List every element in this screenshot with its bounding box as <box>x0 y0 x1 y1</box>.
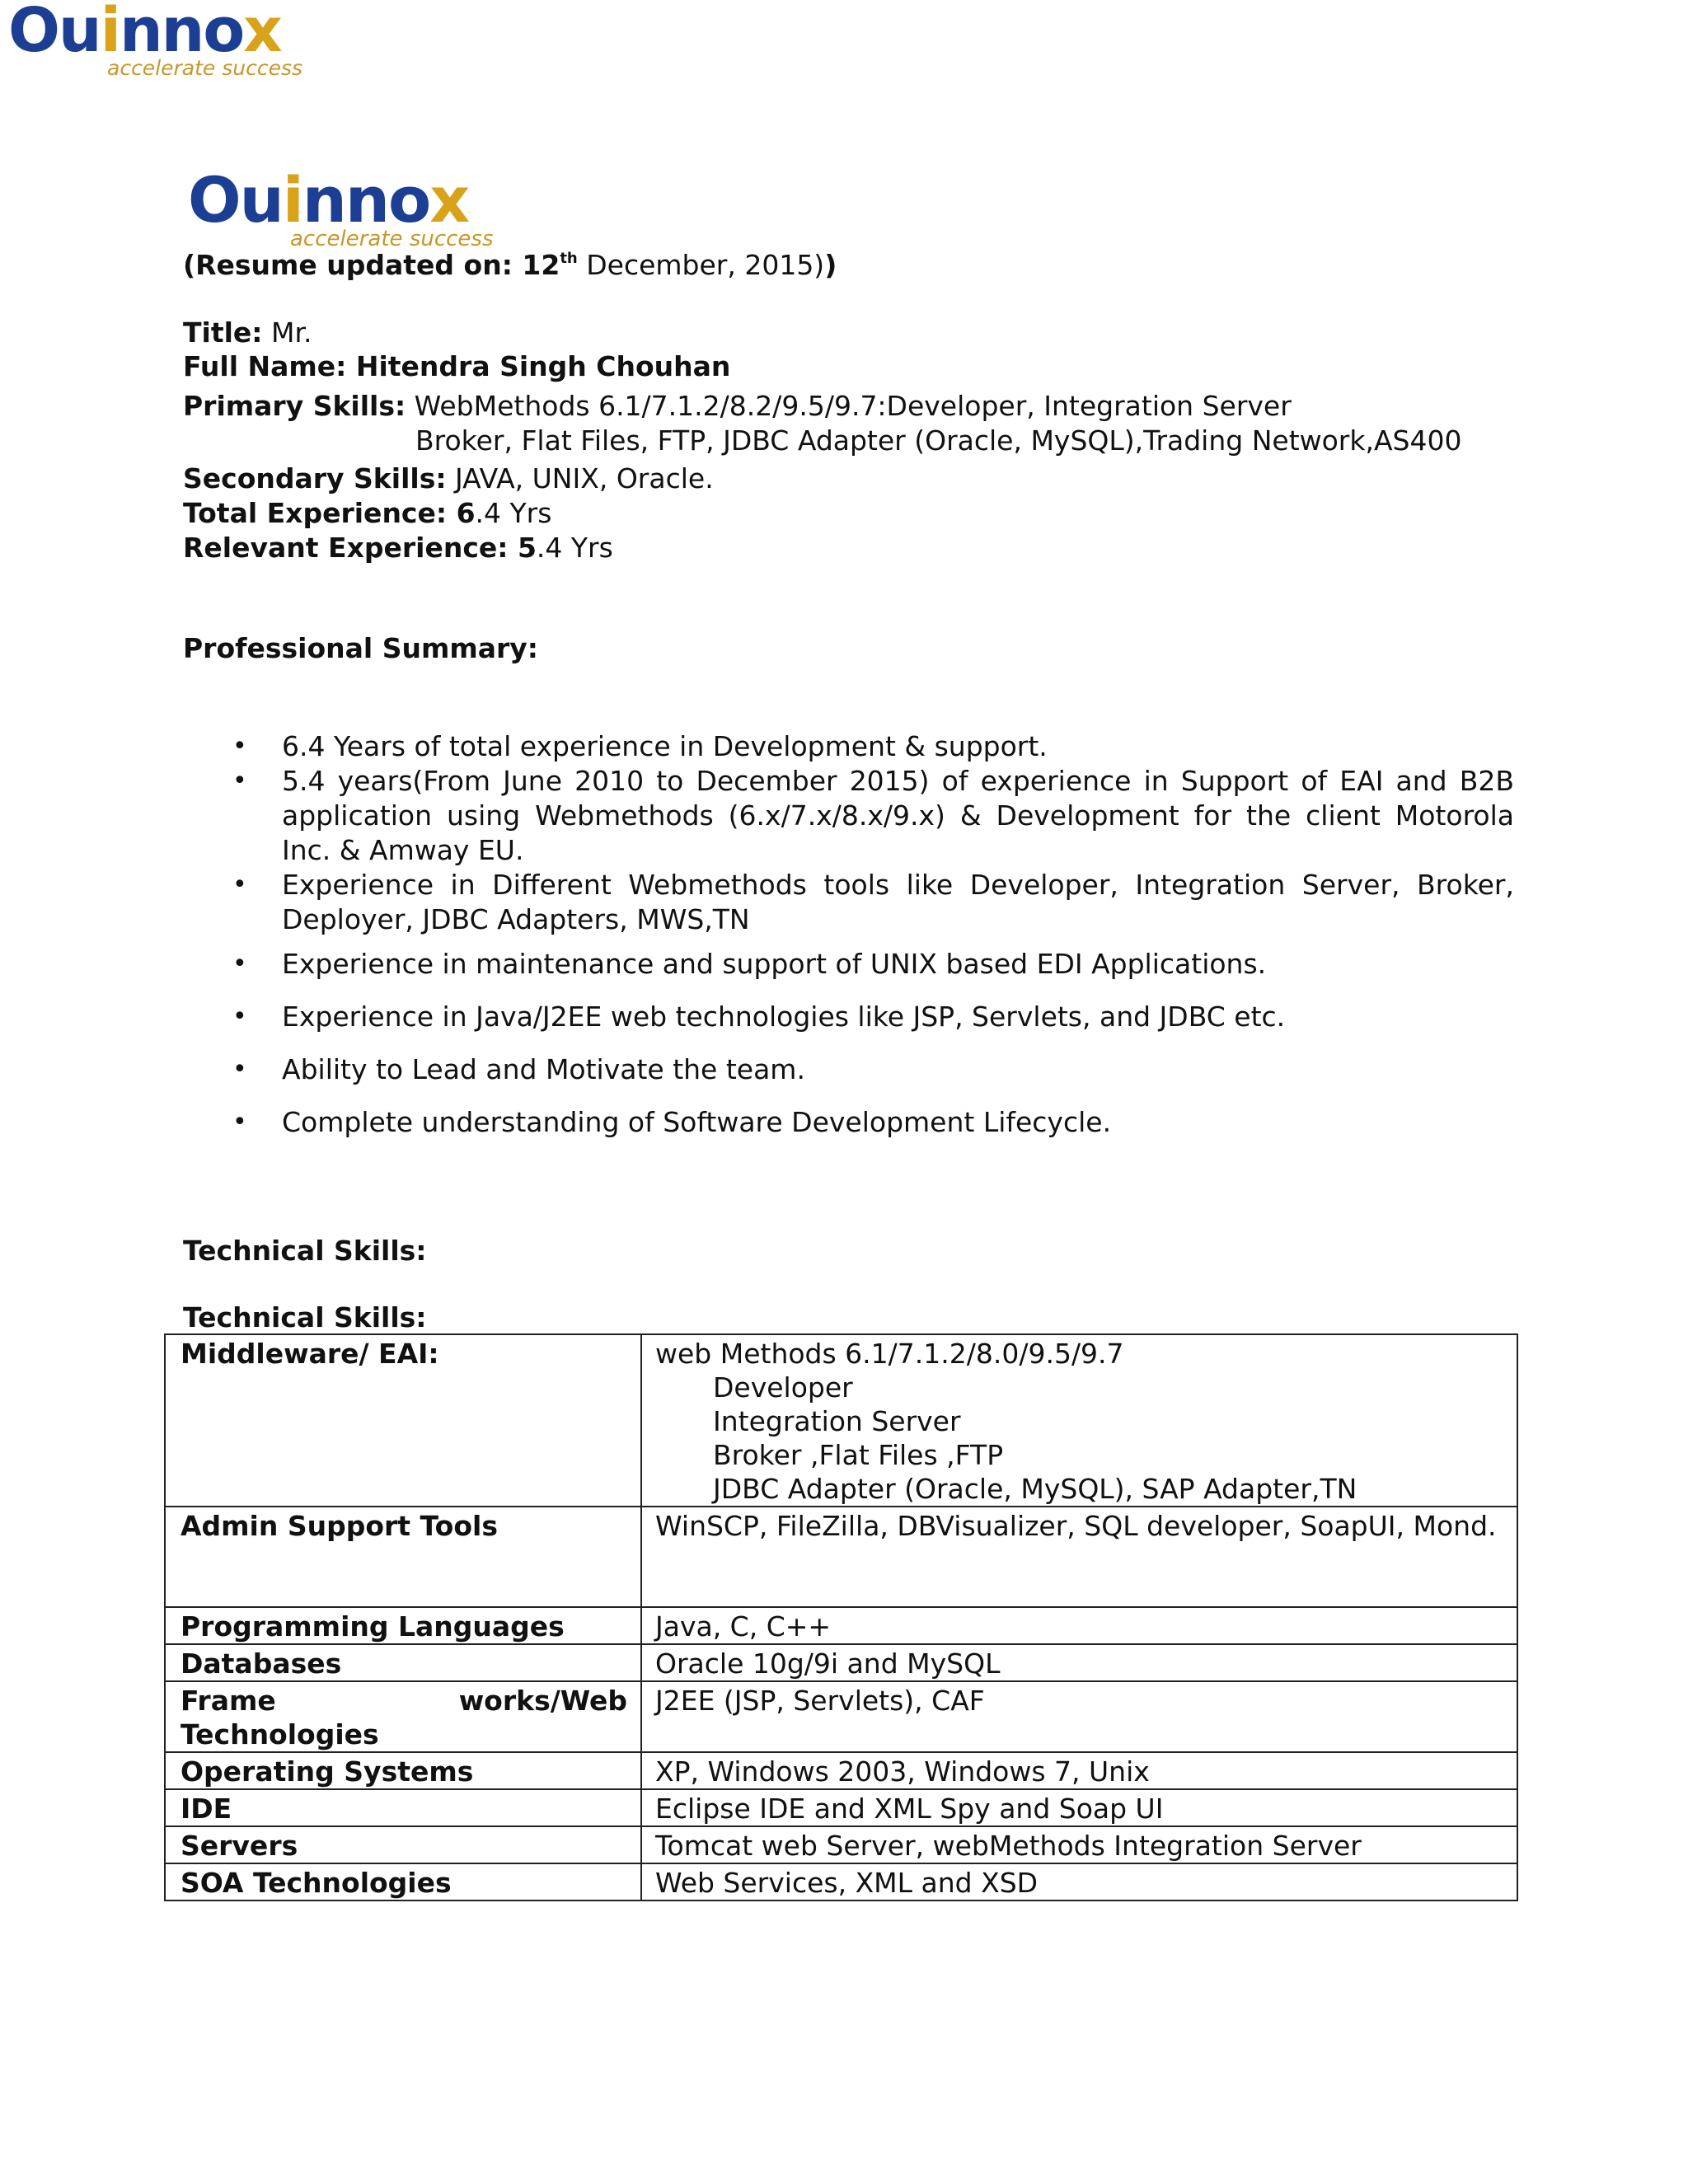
list-item: • Complete understanding of Software Development Lifecycle. <box>232 1105 1514 1140</box>
skill-value: Web Services, XML and XSD <box>641 1863 1517 1900</box>
logo-tagline: accelerate success <box>290 227 494 251</box>
list-item: • 5.4 years(From June 2010 to December 2015) of experience in Support of EAI and B2B application using Webmethods (6.x/7.x/8.x/9.x) & Development for the client Motorola Inc. & Amway EU. <box>232 764 1514 868</box>
total-experience-line: Total Experience: 6.4 Yrs <box>183 497 552 529</box>
skill-value: Java, C, C++ <box>641 1607 1517 1644</box>
table-row <box>165 1863 1517 1900</box>
skill-value: web Methods 6.1/7.1.2/8.0/9.5/9.7 Developer Integration Server Broker ,Flat Files ,FTP JDBC Adapter (Oracle, MySQL), SAP Adapter,TN <box>641 1334 1517 1507</box>
technical-skills-subheading: Technical Skills: <box>183 1301 427 1333</box>
skill-category: Programming Languages <box>165 1607 641 1644</box>
skill-category: Operating Systems <box>165 1752 641 1789</box>
title-line: Title: Mr. <box>183 316 312 349</box>
list-item: • Experience in Different Webmethods tools like Developer, Integration Server, Broker, Deployer, JDBC Adapters, MWS,TN <box>232 868 1514 937</box>
primary-skills-line: Primary Skills: WebMethods 6.1/7.1.2/8.2/9.5/9.7:Developer, Integration Server <box>183 390 1292 422</box>
list-item: • Ability to Lead and Motivate the team. <box>232 1052 1514 1087</box>
table-row <box>165 1681 1517 1752</box>
skill-value: Eclipse IDE and XML Spy and Soap UI <box>641 1789 1517 1826</box>
skill-value: XP, Windows 2003, Windows 7, Unix <box>641 1752 1517 1789</box>
technical-skills-heading: Technical Skills: <box>183 1235 427 1267</box>
table-row <box>165 1334 1517 1507</box>
logo-wordmark: Ouinnox <box>188 163 469 237</box>
full-name-line: Full Name: Hitendra Singh Chouhan <box>183 350 731 382</box>
company-logo-main <box>188 163 494 251</box>
skill-value: WinSCP, FileZilla, DBVisualizer, SQL developer, SoapUI, Mond. <box>641 1507 1517 1607</box>
secondary-skills-line: Secondary Skills: JAVA, UNIX, Oracle. <box>183 462 714 494</box>
skill-value: Oracle 10g/9i and MySQL <box>641 1644 1517 1681</box>
summary-list <box>232 729 1514 1140</box>
skill-category: Admin Support Tools <box>165 1507 641 1607</box>
technical-skills-table <box>164 1333 1518 1901</box>
skill-category: Databases <box>165 1644 641 1681</box>
skill-category: Middleware/ EAI: <box>165 1334 641 1507</box>
table-row <box>165 1507 1517 1607</box>
relevant-experience-line: Relevant Experience: 5.4 Yrs <box>183 532 613 564</box>
skill-category: IDE <box>165 1789 641 1826</box>
logo-tagline: accelerate success <box>107 56 303 80</box>
table-row <box>165 1644 1517 1681</box>
skill-value: Tomcat web Server, webMethods Integration Server <box>641 1826 1517 1863</box>
list-item: • Experience in Java/J2EE web technologies like JSP, Servlets, and JDBC etc. <box>232 1000 1514 1034</box>
skill-category: SOA Technologies <box>165 1863 641 1900</box>
resume-updated-line: (Resume updated on: 12th December, 2015)) <box>183 249 837 281</box>
list-item: • Experience in maintenance and support of UNIX based EDI Applications. <box>232 947 1514 982</box>
table-row <box>165 1826 1517 1863</box>
skill-category: Frame works/Web Technologies <box>165 1681 641 1752</box>
company-logo-top <box>8 0 302 78</box>
logo-wordmark: Ouinnox <box>8 0 281 66</box>
table-row <box>165 1607 1517 1644</box>
skill-category: Servers <box>165 1826 641 1863</box>
list-item: • 6.4 Years of total experience in Development & support. <box>232 729 1514 764</box>
professional-summary-heading: Professional Summary: <box>183 632 538 664</box>
skill-value: J2EE (JSP, Servlets), CAF <box>641 1681 1517 1752</box>
table-row <box>165 1752 1517 1789</box>
primary-skills-line-2: Broker, Flat Files, FTP, JDBC Adapter (Oracle, MySQL),Trading Network,AS400 <box>415 424 1462 457</box>
table-row <box>165 1789 1517 1826</box>
